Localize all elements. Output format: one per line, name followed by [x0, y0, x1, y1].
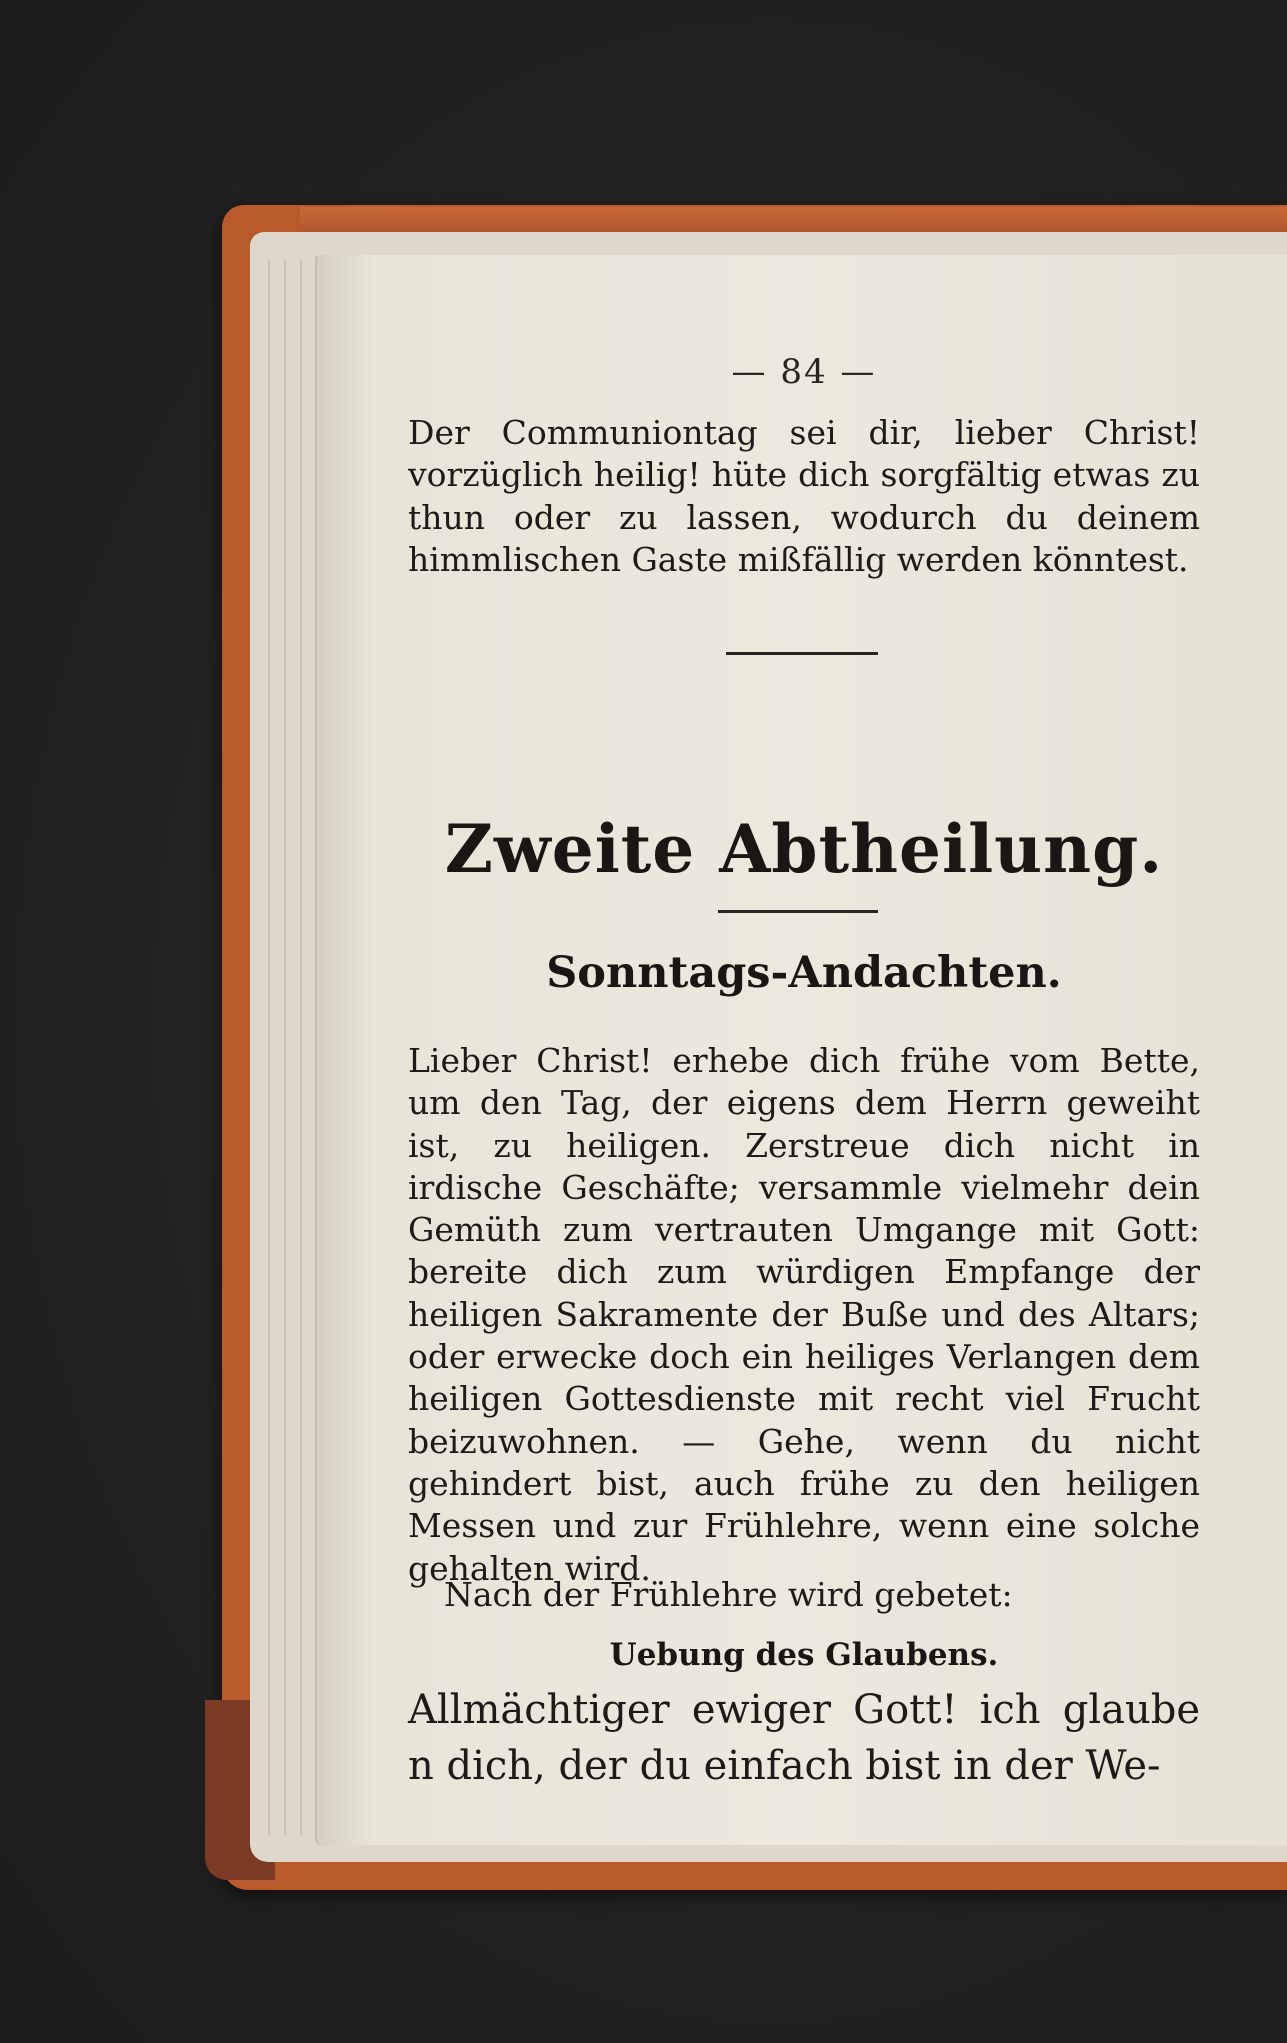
body-paragraph: Lieber Christ! erhebe dich frühe vom Bette, um den Tag, der eigens dem Herrn geweiht ist, zu heiligen. Zerstreue dich nicht in irdische Geschäfte; versammle vielmehr dein Gemüth zum vertrauten Umgange mit Gott: bereite dich zum würdigen Empfange der heiligen Sakramente der Buße und des Altars; oder erwecke doch ein heiliges Verlangen dem heiligen Gottesdienste mit recht viel Frucht beizuwohnen. — Gehe, wenn du nicht gehindert bist, auch frühe zu den heiligen Messen und zur Frühlehre, wenn eine solche gehalten wird. — [408, 1041, 1200, 1588]
section-title: Zweite Abtheilung. — [444, 810, 1164, 888]
page-edge-line — [268, 260, 270, 1835]
title-underline — [718, 910, 878, 913]
divider-rule — [726, 652, 878, 655]
intro-paragraph: Der Communiontag sei dir, lieber Christ! vorzüglich heilig! hüte dich sorgfältig etwas zu thun oder zu lassen, wodurch du deinem himmlischen Gaste mißfällig werden könntest. — [408, 413, 1200, 579]
page-number: — 84 — — [731, 352, 877, 392]
page-edge-line — [284, 260, 286, 1835]
prayer-heading: Uebung des Glaubens. — [609, 1637, 999, 1673]
prayer-text: Allmächtiger ewiger Gott! ich glaube n dich, der du einfach bist in der We- — [408, 1687, 1200, 1789]
prayer-intro: Nach der Frühlehre wird gebetet: — [444, 1575, 1013, 1614]
section-subtitle: Sonntags-Andachten. — [546, 948, 1062, 998]
page-edge-line — [300, 260, 302, 1835]
